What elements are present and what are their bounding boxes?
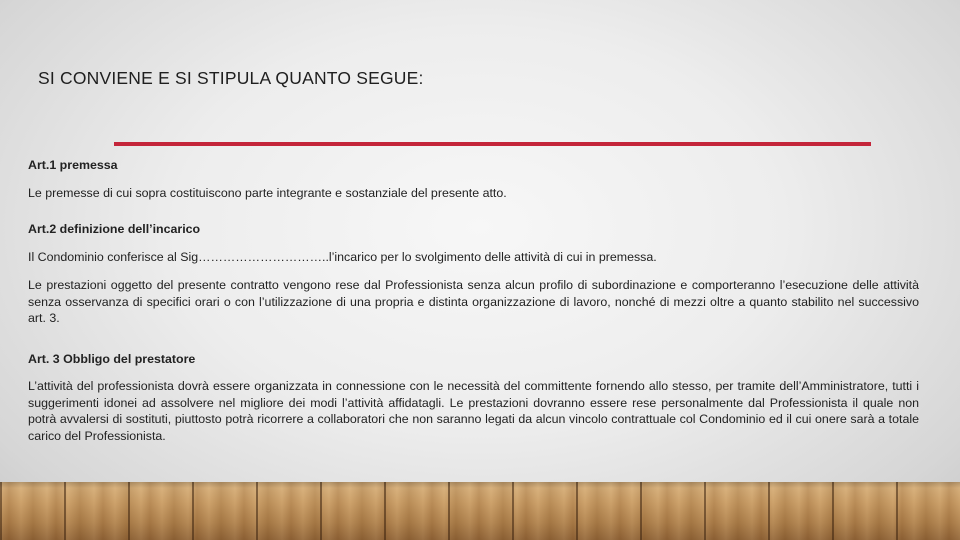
section-heading-art2: Art.2 definizione dell’incarico: [28, 222, 201, 236]
slide-body: [28, 157, 919, 444]
section-heading-art1: Art.1 premessa: [28, 158, 118, 172]
section-paragraph-art2-2: Le prestazioni oggetto del presente contratto vengono rese dal Professionista senza alcun profilo di subordinazione e comporteranno l’esecuzione delle attività senza osservanza di specifici orari o con l’utilizzazione di una propria e distinta organizzazione di lavoro, nonché di mezzi oltre a quanto stabilito nel successivo art. 3.: [28, 278, 919, 325]
title-divider: [114, 142, 871, 146]
floor-shadow: [0, 482, 960, 488]
slide-title: SI CONVIENE E SI STIPULA QUANTO SEGUE:: [38, 68, 424, 88]
section-paragraph-art2-1: Il Condominio conferisce al Sig…………………………..l’incarico per lo svolgimento delle attività di cui in premessa.: [28, 249, 657, 264]
section-paragraph-art1: Le premesse di cui sopra costituiscono parte integrante e sostanziale del presente atto.: [28, 185, 507, 200]
section-paragraph-art3: L’attività del professionista dovrà essere organizzata in connessione con le necessità del committente fornendo allo stesso, per tramite dell’Amministratore, tutti i suggerimenti idonei ad assolvere nel migliore dei modi l’attività affidatagli. Le prestazioni dovranno essere rese personalmente dal Professionista il quale non potrà avvalersi di sostituti, piuttosto potrà ricorrere a collaboratori che non saranno legati da alcun vincolo contrattuale col Condominio ed il cui onere sarà a totale carico del Professionista.: [28, 379, 919, 443]
wooden-floor-decoration: [0, 482, 960, 540]
section-heading-art3: Art. 3 Obbligo del prestatore: [28, 351, 196, 366]
